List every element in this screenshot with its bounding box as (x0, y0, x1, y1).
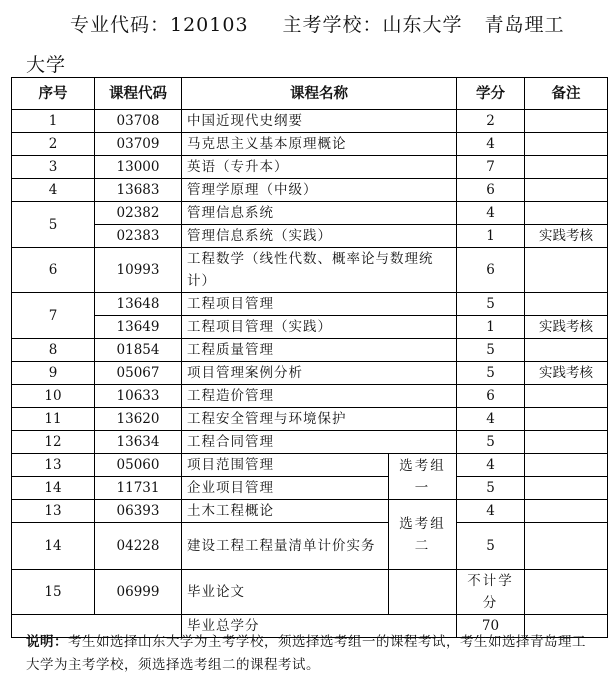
cell-note: 实践考核 (525, 225, 608, 248)
cell-note (525, 500, 608, 523)
cell-credit: 4 (457, 500, 525, 523)
cell-no: 14 (12, 523, 95, 570)
cell-code: 13648 (95, 293, 182, 316)
cell-credit: 6 (457, 248, 525, 293)
major-code: 专业代码：120103 (70, 14, 249, 36)
cell-code: 10633 (95, 385, 182, 408)
cell-note (525, 385, 608, 408)
cell-note (525, 179, 608, 202)
table-row (12, 225, 608, 248)
cell-name: 毕业论文 (182, 570, 389, 615)
cell-note (525, 431, 608, 454)
note-text: 考生如选择山东大学为主考学校，须选择选考组一的课程考试，考生如选择青岛理工大学为主考学校，须选择选考组二的课程考试。 (26, 634, 586, 673)
cell-name: 马克思主义基本原理概论 (182, 133, 457, 156)
cell-code: 04228 (95, 523, 182, 570)
table-row (12, 316, 608, 339)
table-row (12, 110, 608, 133)
cell-name: 工程项目管理（实践） (182, 316, 457, 339)
cell-code: 13634 (95, 431, 182, 454)
total-label: 毕业总学分 (182, 615, 457, 638)
cell-name: 工程安全管理与环境保护 (182, 408, 457, 431)
cell-code: 03709 (95, 133, 182, 156)
table-row (12, 133, 608, 156)
table-row (12, 570, 608, 615)
table-row (12, 385, 608, 408)
cell-code: 05060 (95, 454, 182, 477)
cell-note (525, 570, 608, 615)
cell-code: 10993 (95, 248, 182, 293)
col-header-name: 课程名称 (182, 78, 457, 110)
note-label: 说明： (26, 634, 68, 650)
note-paragraph (26, 631, 586, 677)
table-row (12, 408, 608, 431)
cell-no: 7 (12, 293, 95, 339)
cell-name: 项目范围管理 (182, 454, 389, 477)
cell-credit: 6 (457, 179, 525, 202)
cell-code: 02382 (95, 202, 182, 225)
table-row (12, 202, 608, 225)
cell-no: 12 (12, 431, 95, 454)
table-row (12, 454, 608, 477)
cell-name: 建设工程工程量清单计价实务 (182, 523, 389, 570)
cell-code: 05067 (95, 362, 182, 385)
cell-credit: 1 (457, 316, 525, 339)
cell-note (525, 156, 608, 179)
cell-no: 4 (12, 179, 95, 202)
cell-note (525, 133, 608, 156)
cell-name: 工程合同管理 (182, 431, 457, 454)
cell-name: 工程数学（线性代数、概率论与数理统计） (182, 248, 457, 293)
cell-credit: 2 (457, 110, 525, 133)
cell-credit: 1 (457, 225, 525, 248)
table-row (12, 248, 608, 293)
cell-code: 13620 (95, 408, 182, 431)
cell-name: 土木工程概论 (182, 500, 389, 523)
cell-credit: 5 (457, 339, 525, 362)
cell-no: 8 (12, 339, 95, 362)
cell-empty (389, 570, 457, 615)
table-header-row (12, 78, 608, 110)
cell-no: 9 (12, 362, 95, 385)
cell-credit: 不计学分 (457, 570, 525, 615)
cell-code: 06999 (95, 570, 182, 615)
cell-no: 3 (12, 156, 95, 179)
cell-note (525, 523, 608, 570)
cell-no: 15 (12, 570, 95, 615)
cell-credit: 4 (457, 454, 525, 477)
cell-credit: 5 (457, 362, 525, 385)
cell-note (525, 248, 608, 293)
cell-no: 13 (12, 500, 95, 523)
col-header-credit: 学分 (457, 78, 525, 110)
cell-note (525, 110, 608, 133)
table-row (12, 156, 608, 179)
total-value: 70 (457, 615, 525, 638)
cell-name: 项目管理案例分析 (182, 362, 457, 385)
cell-code: 13649 (95, 316, 182, 339)
cell-no: 14 (12, 477, 95, 500)
cell-credit: 4 (457, 408, 525, 431)
elective-group-1: 选考组一 (389, 454, 457, 500)
cell-no: 1 (12, 110, 95, 133)
cell-no: 5 (12, 202, 95, 248)
cell-note (525, 454, 608, 477)
cell-name: 管理学原理（中级） (182, 179, 457, 202)
cell-code: 13683 (95, 179, 182, 202)
table-row (12, 431, 608, 454)
elective-group-2: 选考组二 (389, 500, 457, 570)
course-table (11, 77, 608, 638)
cell-code: 11731 (95, 477, 182, 500)
table-row (12, 339, 608, 362)
school-shandong: 主考学校：山东大学 (282, 14, 463, 36)
cell-no: 11 (12, 408, 95, 431)
col-header-note: 备注 (525, 78, 608, 110)
cell-code: 13000 (95, 156, 182, 179)
cell-code: 06393 (95, 500, 182, 523)
cell-name: 工程项目管理 (182, 293, 457, 316)
cell-code: 02383 (95, 225, 182, 248)
cell-credit: 5 (457, 523, 525, 570)
school-qingdao-part1: 青岛理工 (484, 14, 565, 36)
cell-note (525, 202, 608, 225)
table-row (12, 500, 608, 523)
school-qingdao-part2: 大学 (26, 54, 67, 76)
table-row (12, 523, 608, 570)
col-header-code: 课程代码 (95, 78, 182, 110)
cell-note (525, 477, 608, 500)
cell-credit: 5 (457, 293, 525, 316)
cell-name: 工程造价管理 (182, 385, 457, 408)
cell-code: 03708 (95, 110, 182, 133)
cell-note (525, 293, 608, 316)
table-row (12, 293, 608, 316)
cell-name: 英语（专升本） (182, 156, 457, 179)
cell-no: 2 (12, 133, 95, 156)
table-row (12, 362, 608, 385)
cell-note: 实践考核 (525, 316, 608, 339)
cell-note: 实践考核 (525, 362, 608, 385)
cell-note (525, 408, 608, 431)
cell-no: 6 (12, 248, 95, 293)
cell-name: 管理信息系统（实践） (182, 225, 457, 248)
cell-code: 01854 (95, 339, 182, 362)
col-header-no: 序号 (12, 78, 95, 110)
cell-name: 中国近现代史纲要 (182, 110, 457, 133)
cell-note (525, 339, 608, 362)
cell-credit: 7 (457, 156, 525, 179)
header-line (70, 10, 565, 37)
cell-name: 管理信息系统 (182, 202, 457, 225)
table-row (12, 477, 608, 500)
cell-credit: 4 (457, 133, 525, 156)
cell-no: 10 (12, 385, 95, 408)
cell-name: 工程质量管理 (182, 339, 457, 362)
cell-credit: 4 (457, 202, 525, 225)
table-row (12, 179, 608, 202)
cell-name: 企业项目管理 (182, 477, 389, 500)
cell-credit: 6 (457, 385, 525, 408)
cell-credit: 5 (457, 431, 525, 454)
cell-no: 13 (12, 454, 95, 477)
cell-credit: 5 (457, 477, 525, 500)
